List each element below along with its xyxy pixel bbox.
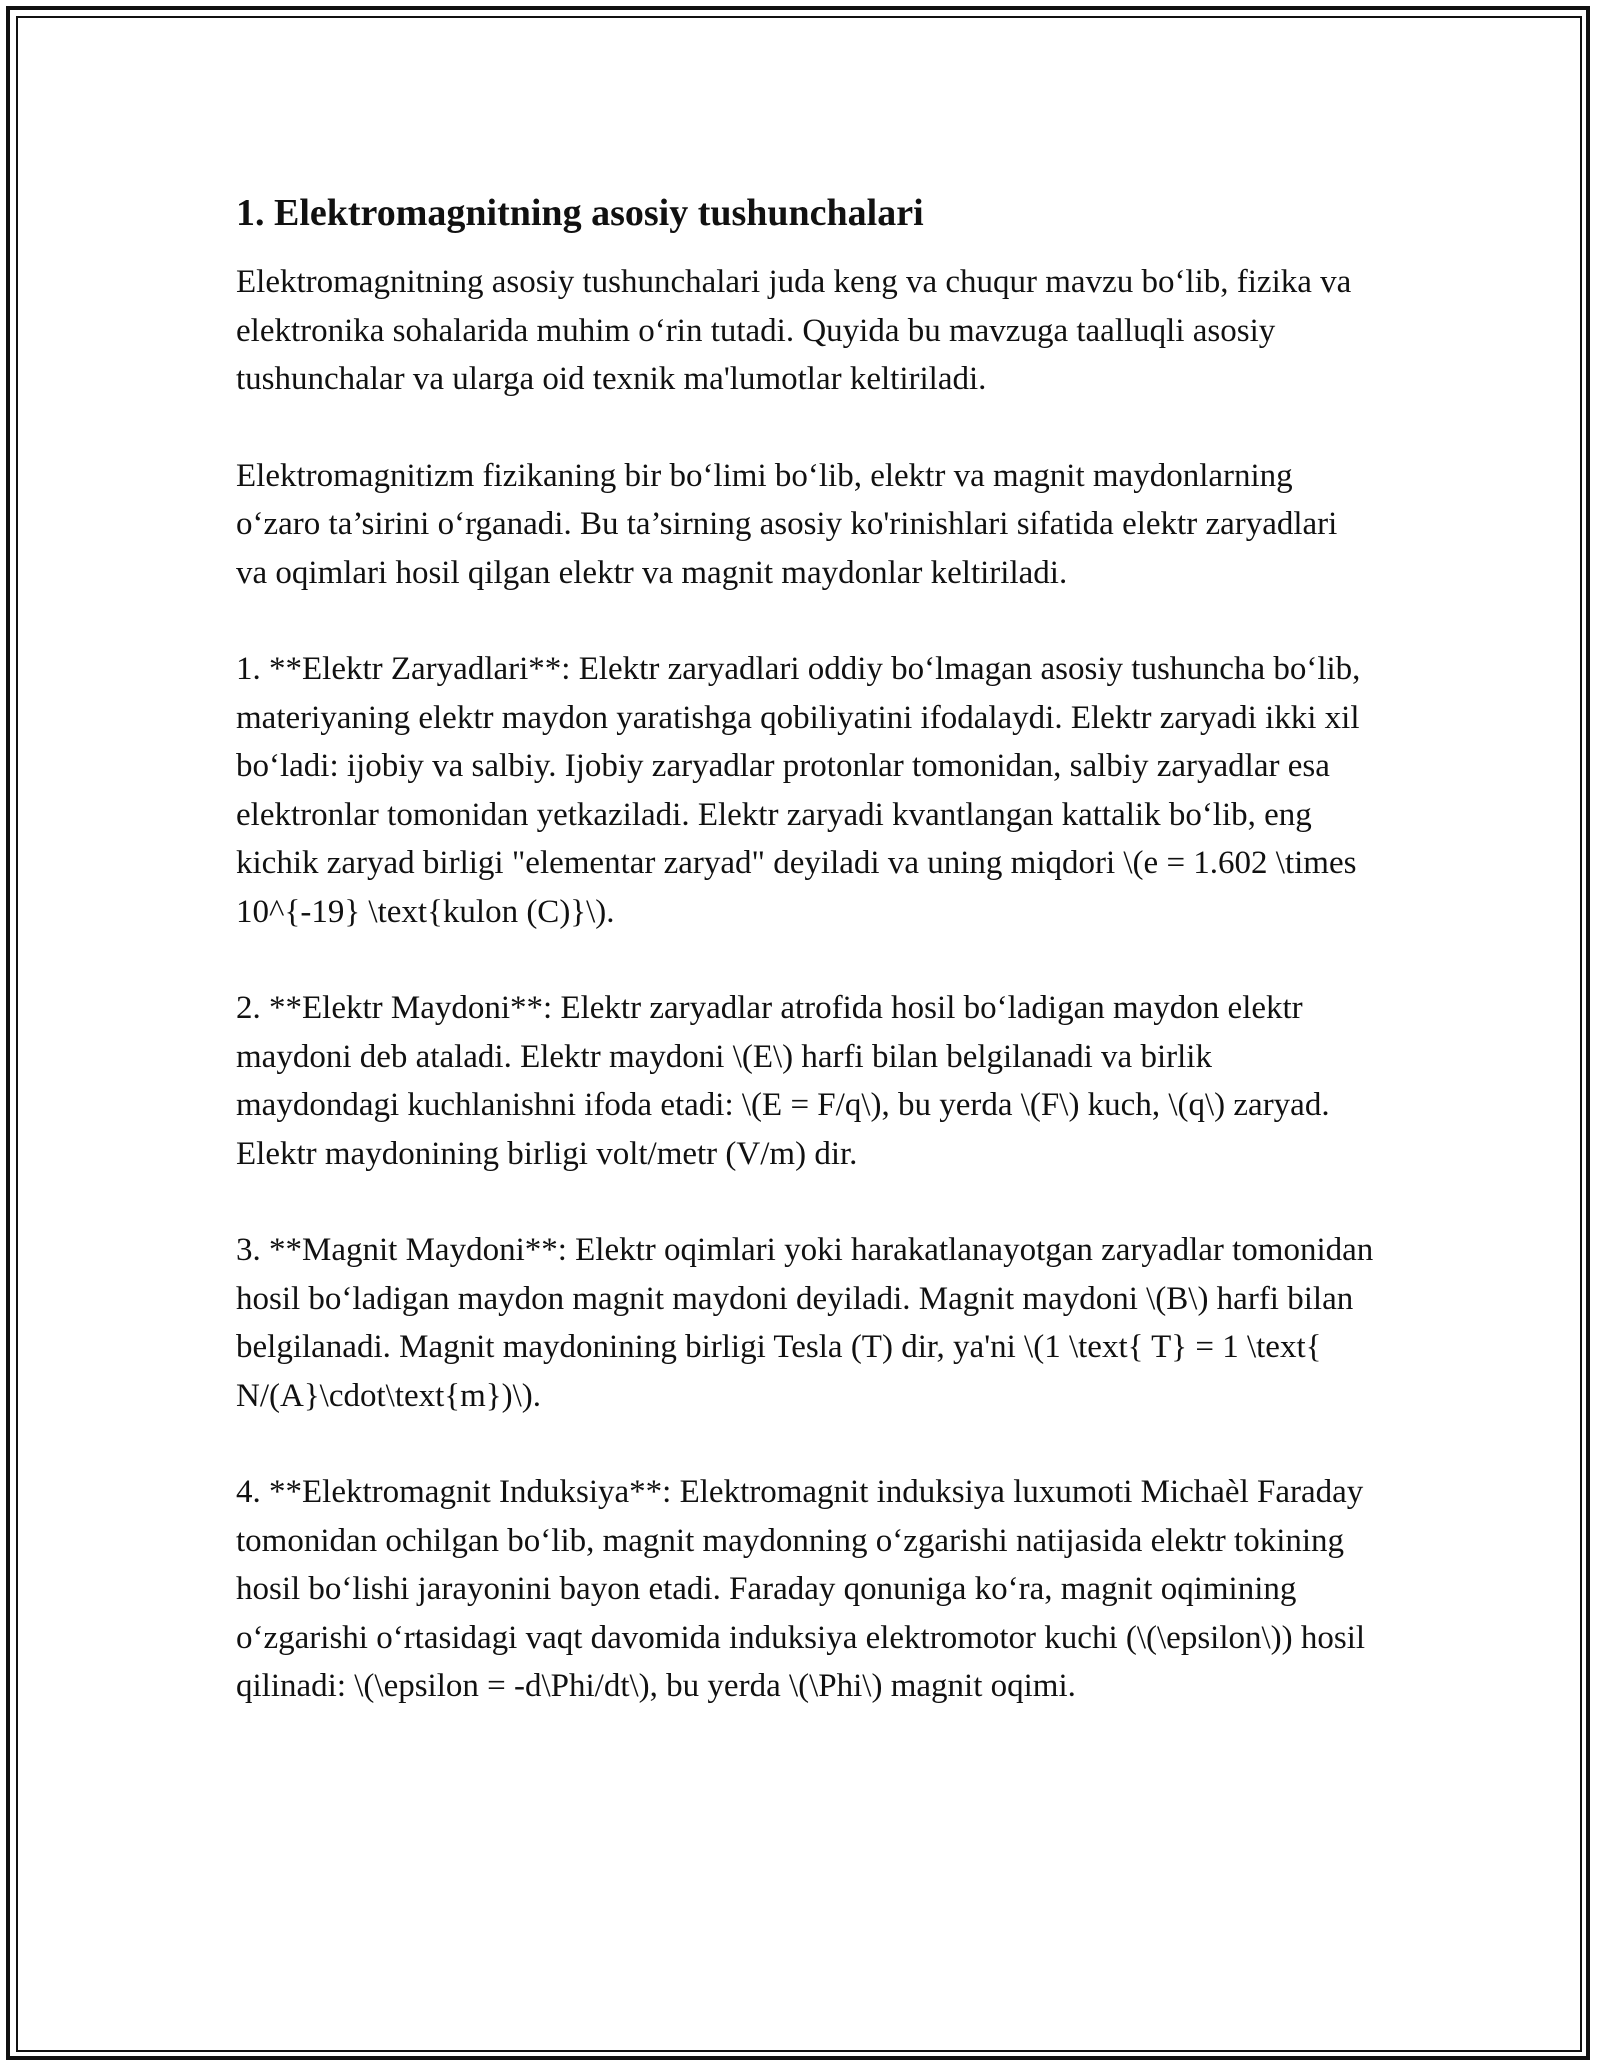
- paragraph-electric-charges: 1. **Elektr Zaryadlari**: Elektr zaryadlari oddiy bo‘lmagan asosiy tushuncha bo‘lib, materiyaning elektr maydon yaratishga qobiliyatini ifodalaydi. Elektr zaryadi ikki xil bo‘ladi: ijobiy va salbiy. Ijobiy zaryadlar protonlar tomonidan, salbiy zaryadlar esa elektronlar tomonidan yetkaziladi. Elektr zaryadi kvantlangan kattalik bo‘lib, eng kichik zaryad birligi "elementar zaryad" deyiladi va uning miqdori \(e = 1.602 \times 10^{-19} \text{kulon (C)}\).: [236, 651, 1361, 930]
- paragraph-electromagnetism: Elektromagnitizm fizikaning bir bo‘limi bo‘lib, elektr va magnit maydonlarning o‘zaro ta’sirini o‘rganadi. Bu ta’sirning asosiy ko'rinishlari sifatida elektr zaryadlari va oqimlari hosil qilgan elektr va magnit maydonlar keltiriladi.: [236, 457, 1338, 591]
- paragraph-magnetic-field: 3. **Magnit Maydoni**: Elektr oqimlari yoki harakatlanayotgan zaryadlar tomonidan hosil bo‘ladigan maydon magnit maydoni deyiladi. Magnit maydoni \(B\) harfi bilan belgilanadi. Magnit maydonining birligi Tesla (T) dir, ya'ni \(1 \text{ T} = 1 \text{ N/(A}\cdot\text{m})\).: [236, 1232, 1374, 1414]
- paragraph-electric-field: 2. **Elektr Maydoni**: Elektr zaryadlar atrofida hosil bo‘ladigan maydon elektr maydoni deb ataladi. Elektr maydoni \(E\) harfi bilan belgilanadi va birlik maydondagi kuchlanishni ifoda etadi: \(E = F/q\), bu yerda \(F\) kuch, \(q\) zaryad. Elektr maydonining birligi volt/metr (V/m) dir.: [236, 990, 1330, 1172]
- paragraph-intro: Elektromagnitning asosiy tushunchalari juda keng va chuqur mavzu bo‘lib, fizika va elektronika sohalarida muhim o‘rin tutadi. Quyida bu mavzuga taalluqli asosiy tushunchalar va ularga oid texnik ma'lumotlar keltiriladi.: [236, 264, 1352, 397]
- paragraph-induction: 4. **Elektromagnit Induksiya**: Elektromagnit induksiya luxumoti Michaèl Faraday tomonidan ochilgan bo‘lib, magnit maydonning o‘zgarishi natijasida elektr tokining hosil bo‘lishi jarayonini bayon etadi. Faraday qonuniga ko‘ra, magnit oqimining o‘zgarishi o‘rtasidagi vaqt davomida induksiya elektromotor kuchi (\(\epsilon\)) hosil qilinadi: \(\epsilon = -d\Phi/dt\), bu yerda \(\Phi\) magnit oqimi.: [236, 1474, 1366, 1704]
- document-body: [236, 186, 1376, 1711]
- section-heading: 1. Elektromagnitning asosiy tushunchalari: [236, 192, 924, 234]
